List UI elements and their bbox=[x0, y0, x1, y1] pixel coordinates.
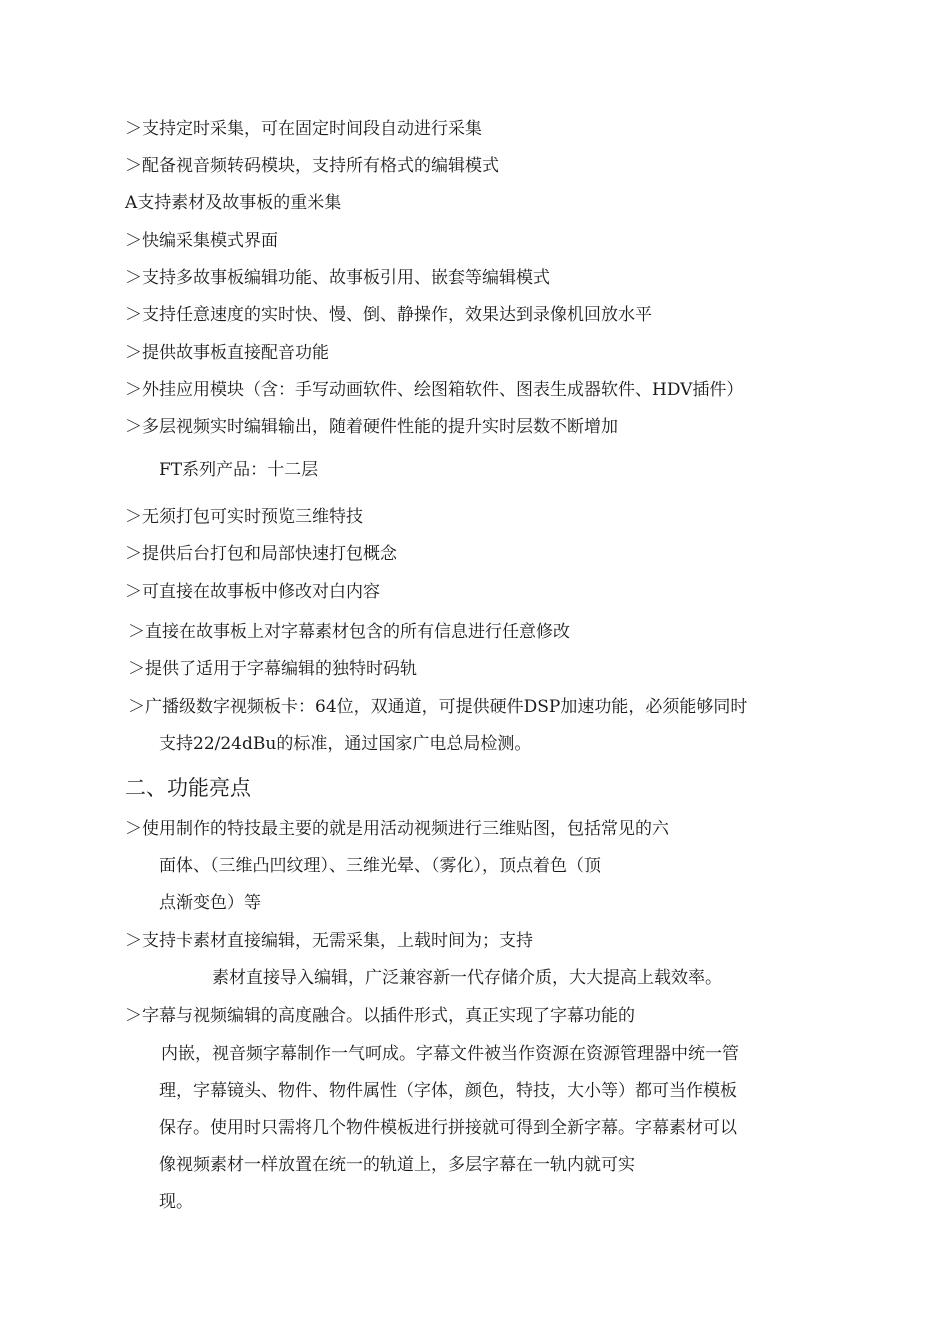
text-line: ＞配备视音频转码模块，支持所有格式的编辑模式 bbox=[125, 156, 499, 176]
text-line: ＞多层视频实时编辑输出，随着硬件性能的提升实时层数不断增加 bbox=[125, 417, 618, 437]
text-line: ＞支持定时采集，可在固定时间段自动进行采集 bbox=[125, 119, 482, 139]
text-line: ＞快编采集模式界面 bbox=[125, 231, 278, 251]
text-line: ＞支持卡素材直接编辑，无需采集，上载时间为；支持 bbox=[125, 931, 533, 951]
text-line: 保存。使用时只需将几个物件模板进行拼接就可得到全新字幕。字幕素材可以 bbox=[159, 1118, 737, 1138]
text-line: ＞支持任意速度的实时快、慢、倒、静操作，效果达到录像机回放水平 bbox=[125, 305, 652, 325]
text-line: ＞广播级数字视频板卡：64位，双通道，可提供硬件DSP加速功能，必须能够同时 bbox=[128, 697, 748, 717]
text-line: ＞提供后台打包和局部快速打包概念 bbox=[125, 544, 397, 564]
text-line: ＞使用制作的特技最主要的就是用活动视频进行三维贴图，包括常见的六 bbox=[125, 819, 669, 839]
text-line: 现。 bbox=[159, 1192, 193, 1212]
text-line: 理，字幕镜头、物件、物件属性（字体，颜色，特技，大小等）都可当作模板 bbox=[159, 1081, 737, 1101]
text-line: 素材直接导入编辑，广泛兼容新一代存储介质，大大提高上载效率。 bbox=[212, 968, 722, 988]
text-line: A支持素材及故事板的重米集 bbox=[125, 193, 342, 213]
text-line: ＞提供了适用于字幕编辑的独特时码轨 bbox=[128, 659, 417, 679]
section-heading: 二、功能亮点 bbox=[125, 776, 251, 800]
text-line: 面体、（三维凸凹纹理）、三维光晕、（雾化），顶点着色（顶 bbox=[159, 856, 601, 876]
text-line: ＞可直接在故事板中修改对白内容 bbox=[125, 582, 380, 602]
text-line: 支持22/24dBu的标准，通过国家广电总局检测。 bbox=[159, 734, 532, 754]
text-line: ＞直接在故事板上对字幕素材包含的所有信息进行任意修改 bbox=[128, 622, 570, 642]
text-line: 内嵌，视音频字幕制作一气呵成。字幕文件被当作资源在资源管理器中统一管 bbox=[161, 1044, 739, 1064]
text-line: ＞无须打包可实时预览三维特技 bbox=[125, 507, 363, 527]
text-line: FT系列产品：十二层 bbox=[159, 460, 319, 480]
text-line: 像视频素材一样放置在统一的轨道上，多层字幕在一轨内就可实 bbox=[159, 1155, 635, 1175]
text-line: ＞外挂应用模块（含：手写动画软件、绘图箱软件、图表生成器软件、HDV插件） bbox=[125, 380, 744, 400]
text-line: ＞提供故事板直接配音功能 bbox=[125, 343, 329, 363]
text-line: ＞支持多故事板编辑功能、故事板引用、嵌套等编辑模式 bbox=[125, 268, 550, 288]
text-line: 点渐变色）等 bbox=[159, 893, 261, 913]
text-line: ＞字幕与视频编辑的高度融合。以插件形式，真正实现了字幕功能的 bbox=[125, 1006, 635, 1026]
